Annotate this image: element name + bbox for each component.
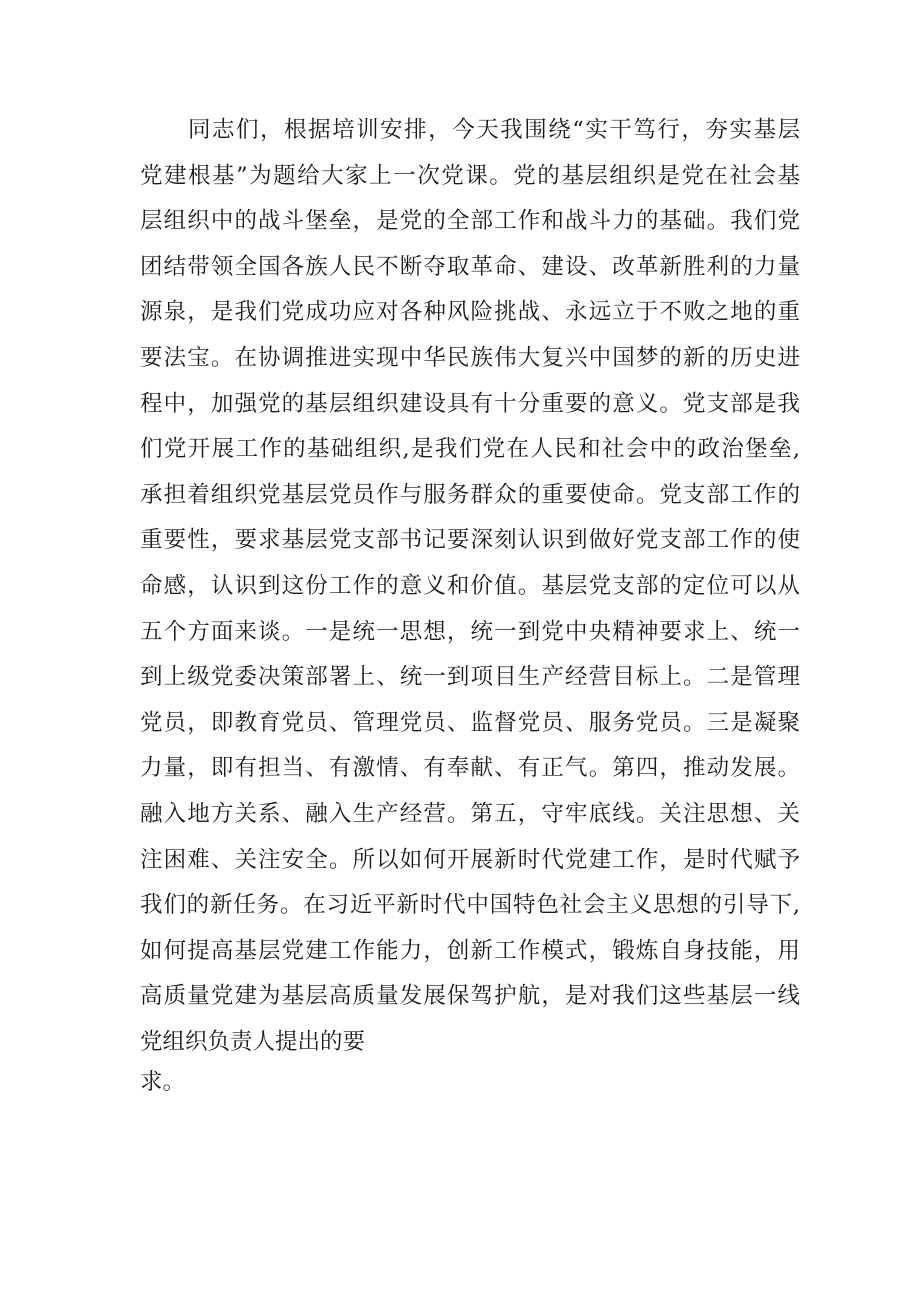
paragraph-line: 融入地方关系、融入生产经营。第五，守牢底线。关注思想、关 [140, 800, 800, 827]
paragraph-line: 党组织负责人提出的要 [140, 1028, 366, 1055]
paragraph-line: 力量，即有担当、有激情、有奉献、有正气。第四，推动发展。 [140, 755, 800, 782]
paragraph-line: 高质量党建为基层高质量发展保驾护航，是对我们这些基层一线 [140, 983, 800, 1010]
body-paragraph [140, 108, 800, 1099]
paragraph-line: 团结带领全国各族人民不断夺取革命、建设、改革新胜利的力量 [140, 253, 800, 280]
paragraph-line: 如何提高基层党建工作能力，创新工作模式，锻炼自身技能，用 [140, 937, 800, 964]
paragraph-line: 重要性，要求基层党支部书记要深刻认识到做好党支部工作的使 [140, 527, 800, 554]
paragraph-line: 源泉，是我们党成功应对各种风险挑战、永远立于不败之地的重 [140, 299, 800, 326]
paragraph-line: 程中，加强党的基层组织建设具有十分重要的意义。党支部是我 [140, 390, 800, 417]
paragraph-line: 命感，认识到这份工作的意义和价值。基层党支部的定位可以从 [140, 572, 800, 599]
paragraph-line: 同志们，根据培训安排，今天我围绕“实干笃行，夯实基层 [188, 117, 800, 143]
paragraph-line: 到上级党委决策部署上、统一到项目生产经营目标上。二是管理 [140, 664, 800, 691]
paragraph-line: 们党开展工作的基础组织,是我们党在人民和社会中的政治堡垒, [140, 436, 800, 463]
paragraph-line: 我们的新任务。在习近平新时代中国特色社会主义思想的引导下, [140, 892, 800, 919]
paragraph-line: 党建根基”为题给大家上一次党课。党的基层组织是党在社会基 [140, 162, 800, 189]
paragraph-line: 要法宝。在协调推进实现中华民族伟大复兴中国梦的新的历史进 [140, 344, 800, 371]
paragraph-line: 层组织中的战斗堡垒，是党的全部工作和战斗力的基础。我们党 [140, 208, 800, 235]
paragraph-line: 党员，即教育党员、管理党员、监督党员、服务党员。三是凝聚 [140, 709, 800, 736]
paragraph-line: 承担着组织党基层党员作与服务群众的重要使命。党支部工作的 [140, 481, 800, 508]
paragraph-line: 五个方面来谈。一是统一思想，统一到党中央精神要求上、统一 [140, 618, 800, 645]
paragraph-line: 求。 [140, 1069, 186, 1096]
paragraph-line: 注困难、关注安全。所以如何开展新时代党建工作，是时代赋予 [140, 846, 800, 873]
